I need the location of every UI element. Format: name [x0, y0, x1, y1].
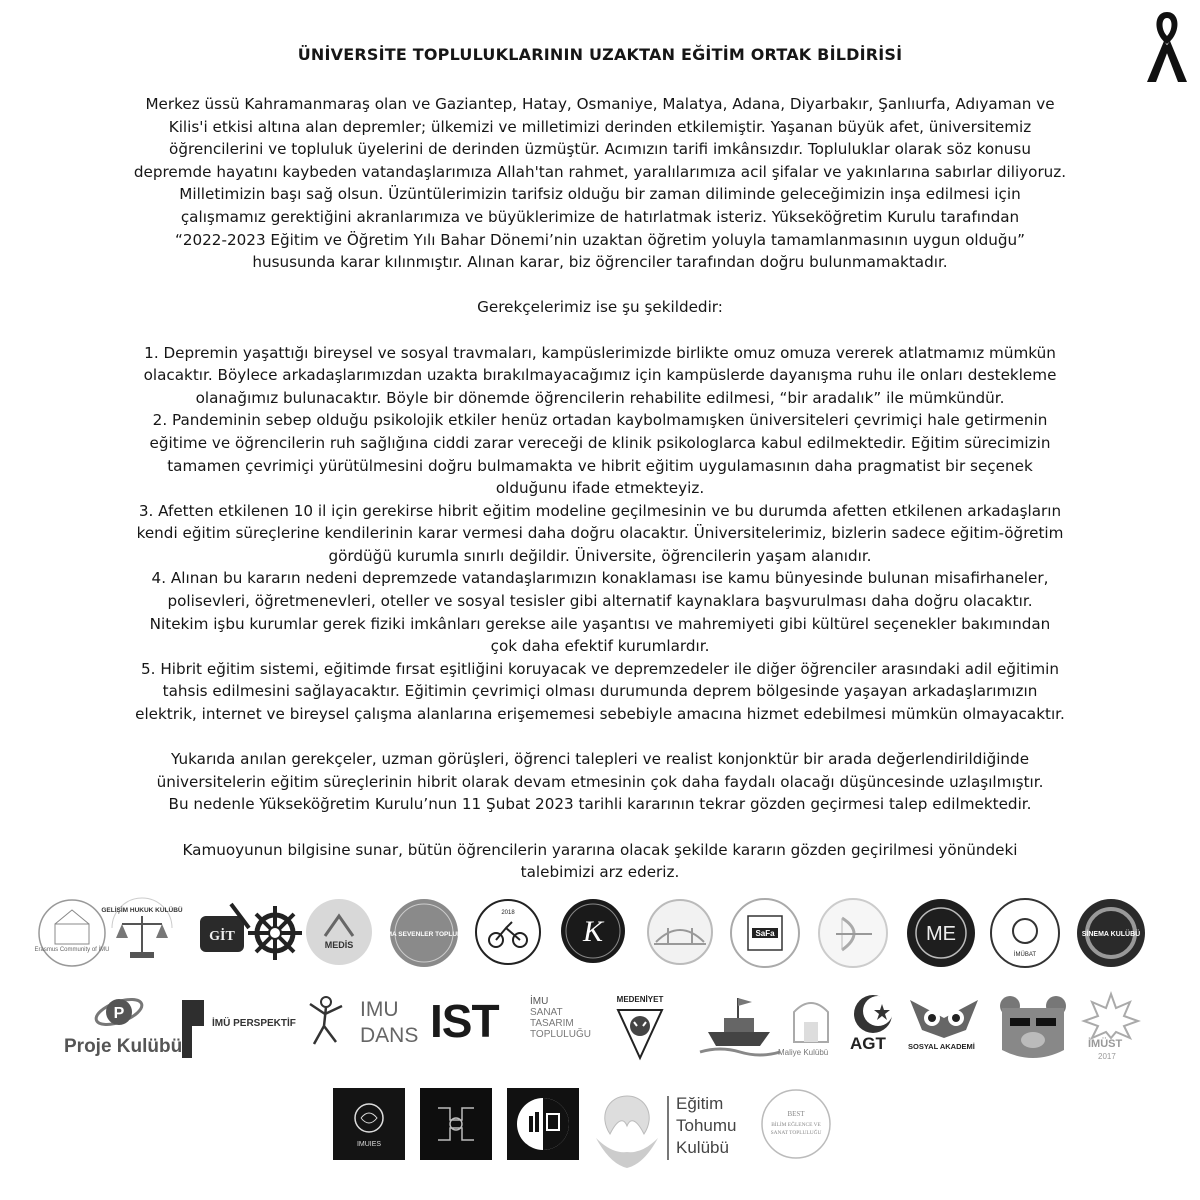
reason-line: Nitekim işbu kurumlar gerek fiziki imkânları gerekse aile yaşantısı ve mahremiyeti gibi kültürel seçenekler bakımından — [149, 614, 1051, 633]
reason-line: tamamen çevrimiçi yürütülmesini doğru bulmamakta ve hibrit eğitim uygulamasının daha pragmatist bir seçenek — [167, 456, 1033, 475]
reason-line: eğitime ve öğrencilerin ruh sağlığına ciddi zarar vereceği de klinik psikologlarca kabul edilmektedir. Eğitim sürecimizin — [149, 433, 1051, 452]
svg-text:SİNEMA KULÜBÜ: SİNEMA KULÜBÜ — [1081, 931, 1141, 938]
intro-line: öğrencilerini ve topluluk üyelerini de derinden üzmüştür. Acımızın tarifi imkânsızdır. Topluluklar olarak söz konusu — [169, 140, 1031, 159]
reason-line: tahsis edilmesini sağlayacaktır. Eğitimin çevrimiçi olması durumunda deprem bölgesinde yaşayan arkadaşlarımızın — [162, 682, 1038, 701]
reasons-heading: Gerekçelerimiz ise şu şekildedir: — [477, 298, 723, 317]
reason-line: 1. Depremin yaşattığı bireysel ve sosyal travmaları, kampüslerimizde birlikte omuz omuza vererek atlatmamız mümkün — [144, 343, 1056, 362]
svg-text:BİLİM EĞLENCE VE: BİLİM EĞLENCE VE — [771, 1122, 821, 1128]
imuies-logo — [333, 1088, 405, 1160]
tohumu-text: Tohumu — [676, 1116, 737, 1135]
svg-text:IMUIES: IMUIES — [356, 1141, 382, 1148]
reason-line: elektrik, internet ve bireysel çalışma alanlarına erişememesi sebebiyle amacına hizmet edebilmesi mümkün olmayacaktır. — [135, 705, 1065, 724]
imust-logo — [1082, 992, 1140, 1064]
imubat-logo — [990, 898, 1060, 968]
svg-text:DRAMA SEVENLER TOPLULUĞU: DRAMA SEVENLER TOPLULUĞU — [372, 931, 476, 938]
k-logo — [560, 898, 626, 964]
reason-line: olacaktır. Böylece arkadaşlarımızdan uzakta bırakılmayacağımız için kampüslerde dayanışma ruhu ile onları destekleme — [143, 366, 1057, 385]
reason-line: 5. Hibrit eğitim sistemi, eğitimde fırsat eşitliğini koruyacak ve depremzedeler ile diğer öğrenciler arasındaki adil eğitimin — [141, 659, 1059, 678]
svg-text:Erasmus Community of İMU: Erasmus Community of İMU — [34, 947, 110, 953]
agt-text: AGT — [850, 1034, 886, 1053]
maliye-kulubu-text: Maliye Kulübü — [778, 1048, 829, 1057]
intro-line: hususunda karar kılınmıştır. Alınan karar, biz öğrenciler tarafından doğru bulunmamaktadır. — [252, 253, 948, 272]
svg-text:İMÜBAT: İMÜBAT — [1013, 952, 1037, 958]
egitim-text: Eğitim — [676, 1094, 724, 1113]
ist-mark: IST — [430, 995, 499, 1047]
imu-dans-logo — [300, 992, 420, 1054]
safa-logo — [730, 898, 800, 968]
intro-line: “2022-2023 Eğitim ve Öğretim Yılı Bahar Dönemi’nin uzaktan öğretim yoluyla tamamlanmasının uygun olduğu” — [174, 230, 1026, 249]
ship-logo — [700, 992, 780, 1062]
conclusion-line: üniversitelerin eğitim süreçlerinin hibrit olarak devam etmesinin çok daha faydalı olacağı düşüncesinde uzlaşılmıştır. — [156, 772, 1044, 791]
drama-sevenler-logo — [372, 898, 476, 968]
intro-line: Merkez üssü Kahramanmaraş olan ve Gaziantep, Hatay, Osmaniye, Malatya, Adana, Diyarbakır, Şanlıurfa, Adıyaman ve — [145, 95, 1055, 113]
imu-perspektif-logo — [178, 992, 296, 1064]
reason-line: gördüğü kurumla sınırlı değildir. Üniversite, öğrencilerin yaşam alanıdır. — [328, 546, 872, 565]
imu-sanat-tasarim-logo — [430, 992, 600, 1054]
document-body — [18, 93, 1182, 884]
circuit-logo — [420, 1088, 492, 1160]
svg-text:K: K — [582, 915, 604, 948]
imust-text: İMÜST — [1088, 1038, 1123, 1050]
svg-text:GİT: GİT — [209, 929, 235, 944]
intro-line: Milletimizin başı sağ olsun. Üzüntülerimizin tarifsiz olduğu bir zaman diliminde geleceğimizin inşa edilmesi için — [179, 185, 1021, 204]
proje-kulubu-text: Proje Kulübü — [64, 1036, 183, 1057]
okculuk-logo — [818, 898, 888, 968]
kulubu-text: Kulübü — [676, 1138, 729, 1157]
agt-logo — [846, 992, 900, 1064]
reason-line: olanağımız bulunacaktır. Böyle bir dönemde öğrencilerin rehabilite edilmesi, “bir aradalık” ile mümkündür. — [195, 388, 1005, 407]
imu-ekonomi-logo — [906, 898, 976, 968]
bear-logo — [994, 992, 1072, 1064]
svg-text:SaFa: SaFa — [755, 929, 775, 938]
medeniyet-espor-logo — [604, 992, 676, 1064]
reason-line: polisevleri, öğretmenevleri, oteller ve sosyal tesisler gibi alternatif kaynaklara başvurulması daha doğru olacaktır. — [167, 592, 1033, 611]
imu-dans-bottom: DANS — [360, 1024, 419, 1047]
sosyal-akademi-text: SOSYAL AKADEMİ — [908, 1042, 975, 1051]
ist-line-3: TASARIM — [530, 1018, 574, 1029]
ist-line-1: İMU — [530, 996, 549, 1007]
erasmus-community-logo — [34, 898, 110, 968]
svg-text:BEST: BEST — [787, 1110, 805, 1118]
svg-text:SANAT TOPLULUĞU: SANAT TOPLULUĞU — [770, 1130, 822, 1136]
reason-line: çok daha efektif kurumlardır. — [490, 637, 710, 656]
reason-line: kendi eğitim süreçlerine kendilerinin karar vermesi daha doğru olacaktır. Üniversitelerimiz, bizlerin sadece eğitim-öğretim — [136, 524, 1064, 543]
imu-dans-top: IMU — [360, 998, 399, 1021]
sosyal-akademi-logo — [906, 992, 982, 1062]
maliye-kulubu-logo — [778, 992, 844, 1064]
ist-line-2: SANAT — [530, 1007, 563, 1018]
intro-line: depremde hayatını kaybeden vatandaşlarımıza Allah'tan rahmet, yaralılarımıza acil şifalar ve yakınlarına sabırlar diliyoruz. — [133, 162, 1067, 181]
reason-line: 4. Alınan bu kararın nedeni depremzede vatandaşlarımızın konaklaması ise kamu bünyesinde bulunan misafirhaneler, — [151, 569, 1049, 588]
best-logo — [760, 1088, 832, 1160]
svg-text:MEDENİYET: MEDENİYET — [616, 995, 664, 1004]
reason-line: 3. Afetten etkilenen 10 il için gerekirse hibrit eğitim modeline geçilmesinin ve bu durumda afetten etkilenen arkadaşların — [138, 501, 1062, 520]
intro-line: çalışmamız gerektiğini akranlarımıza ve büyüklerimize de hatırlatmak isteriz. Yükseköğretim Kurulu tarafından — [180, 207, 1020, 226]
istanbul-bridge-logo — [646, 898, 714, 966]
gelisim-hukuk-logo — [102, 898, 182, 968]
svg-text:MEDİS: MEDİS — [324, 940, 354, 950]
document-title: ÜNİVERSİTE TOPLULUKLARININ UZAKTAN EĞİTİM ORTAK BİLDİRİSİ — [297, 45, 903, 64]
imu-perspektif-text: İMÜ PERSPEKTİF — [212, 1018, 296, 1029]
denizcilik-logo — [245, 898, 305, 968]
svg-text:2018: 2018 — [501, 910, 515, 916]
bisiklet-logo — [474, 898, 542, 966]
svg-text:GELİŞİM HUKUK KULÜBÜ: GELİŞİM HUKUK KULÜBÜ — [101, 907, 183, 914]
medis-logo — [305, 898, 373, 966]
reason-line: olduğunu ifade etmekteyiz. — [495, 479, 705, 498]
conclusion-line: Bu nedenle Yükseköğretim Kurulu’nun 11 Şubat 2023 tarihli kararının tekrar gözden geçirmesi talep edilmektedir. — [168, 795, 1032, 814]
closing-line: talebimizi arz ederiz. — [520, 863, 680, 882]
reason-line: 2. Pandeminin sebep olduğu psikolojik etkiler henüz ortadan kaybolmamışken üniversiteleri çevrimiçi hale getirmenin — [152, 411, 1048, 430]
intro-line: Kilis'i etkisi altına alan depremler; ülkemizi ve milletimizi derinden etkilemiştir. Yaşanan büyük afet, üniversitemiz — [168, 117, 1032, 136]
closing-line: Kamuoyunun bilgisine sunar, bütün öğrencilerin yararına olacak şekilde kararın gözden geçirilmesi yönündeki — [182, 840, 1018, 859]
imust-year: 2017 — [1098, 1052, 1116, 1061]
ist-line-4: TOPLULUĞU — [530, 1029, 591, 1040]
proje-kulubu-logo — [64, 992, 183, 1064]
svg-text:P: P — [113, 1005, 125, 1022]
sinema-kulubu-logo — [1076, 898, 1146, 968]
svg-text:ME: ME — [926, 923, 956, 945]
imu-jpx-logo — [507, 1088, 579, 1160]
conclusion-line: Yukarıda anılan gerekçeler, uzman görüşleri, öğrenci talepleri ve realist konjonktür bir arada değerlendirildiğinde — [170, 750, 1030, 769]
egitim-tohumu-logo — [590, 1088, 740, 1170]
